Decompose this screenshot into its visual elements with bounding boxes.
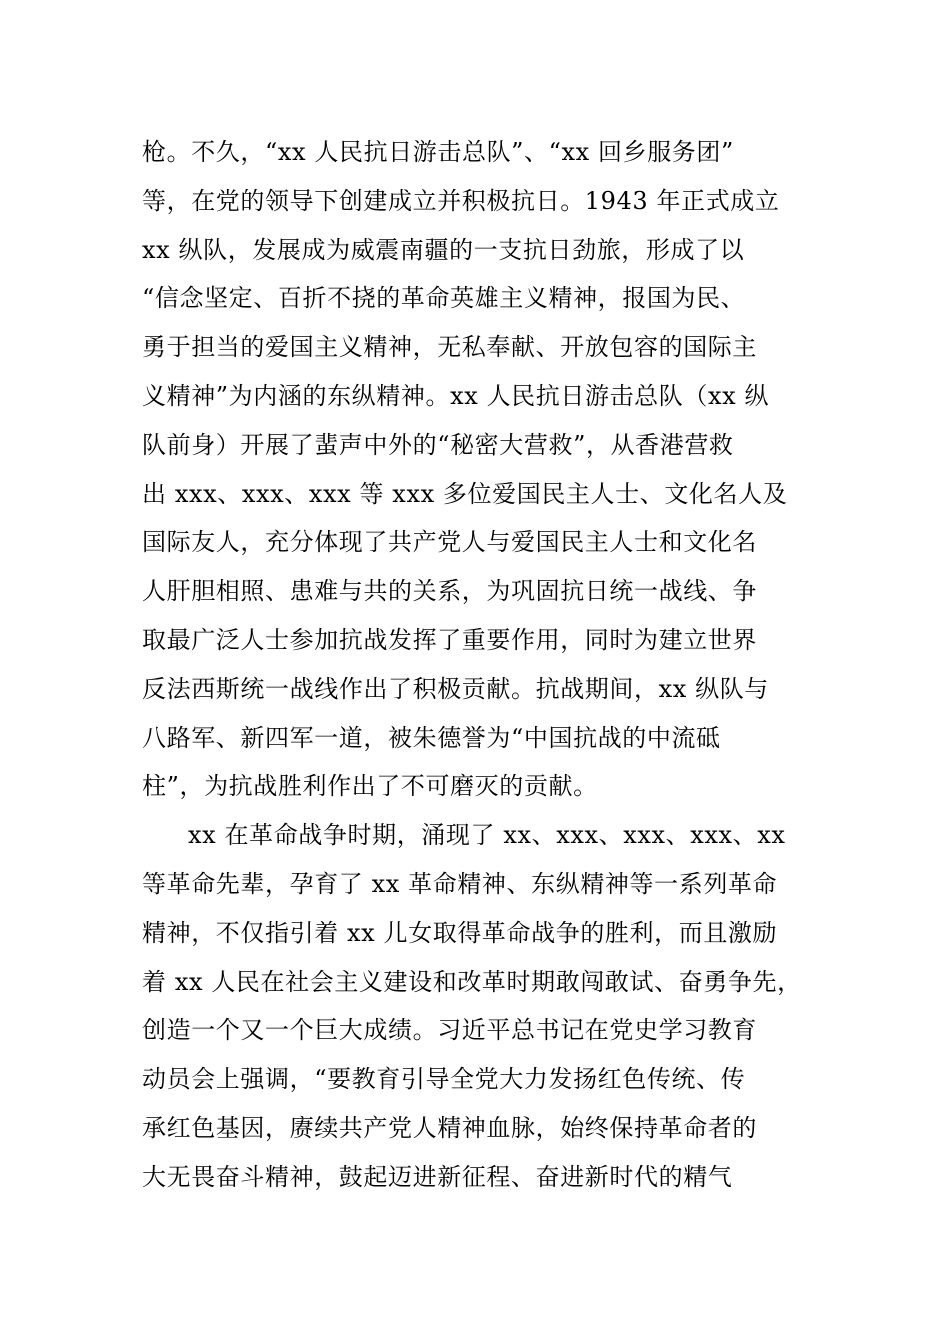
text-line: 国际友人，充分体现了共产党人与爱国民主人士和文化名 bbox=[142, 528, 757, 557]
text-line: 枪。不久，“xx 人民抗日游击总队”、“xx 回乡服务团” bbox=[142, 138, 734, 166]
text-line: 勇于担当的爱国主义精神，无私奉献、开放包容的国际主 bbox=[142, 333, 757, 362]
text-line: 承红色基因，赓续共产党人精神血脉，始终保持革命者的 bbox=[142, 1113, 757, 1142]
text-line: 创造一个又一个巨大成绩。习近平总书记在党史学习教育 bbox=[142, 1016, 757, 1045]
text-line: 等，在党的领导下创建成立并积极抗日。1943 年正式成立 bbox=[142, 186, 780, 215]
text-line: xx 在革命战争时期，涌现了 xx、xxx、xxx、xxx、xx bbox=[188, 821, 786, 850]
text-line: “信念坚定、百折不挠的革命英雄主义精神，报国为民、 bbox=[142, 284, 746, 313]
text-line: 精神，不仅指引着 xx 儿女取得革命战争的胜利，而且激励 bbox=[142, 918, 778, 947]
paragraph-1 bbox=[142, 128, 812, 811]
text-line: 八路军、新四军一道，被朱德誉为“中国抗战的中流砥 bbox=[142, 723, 721, 752]
text-line: 人肝胆相照、患难与共的关系，为巩固抗日统一战线、争 bbox=[142, 577, 757, 606]
text-line: 出 xxx、xxx、xxx 等 xxx 多位爱国民主人士、文化名人及 bbox=[142, 479, 788, 508]
text-line: 大无畏奋斗精神，鼓起迈进新征程、奋进新时代的精气 bbox=[142, 1162, 733, 1191]
text-line: 动员会上强调，“要教育引导全党大力发扬红色传统、传 bbox=[142, 1065, 746, 1094]
text-line: 柱”，为抗战胜利作出了不可磨灭的贡献。 bbox=[142, 772, 598, 801]
text-line: 义精神”为内涵的东纵精神。xx 人民抗日游击总队（xx 纵 bbox=[142, 381, 770, 410]
text-line: 取最广泛人士参加抗战发挥了重要作用，同时为建立世界 bbox=[142, 625, 757, 654]
paragraph-2 bbox=[142, 811, 812, 1201]
document-body bbox=[142, 128, 812, 1202]
text-line: 反法西斯统一战线作出了积极贡献。抗战期间，xx 纵队与 bbox=[142, 674, 769, 703]
text-line: xx 纵队，发展成为威震南疆的一支抗日劲旅，形成了以 bbox=[142, 235, 745, 264]
text-line: 等革命先辈，孕育了 xx 革命精神、东纵精神等一系列革命 bbox=[142, 869, 778, 898]
text-line: 队前身）开展了蜚声中外的“秘密大营救”，从香港营救 bbox=[142, 430, 734, 459]
text-line: 着 xx 人民在社会主义建设和改革时期敢闯敢试、奋勇争先， bbox=[142, 967, 802, 996]
